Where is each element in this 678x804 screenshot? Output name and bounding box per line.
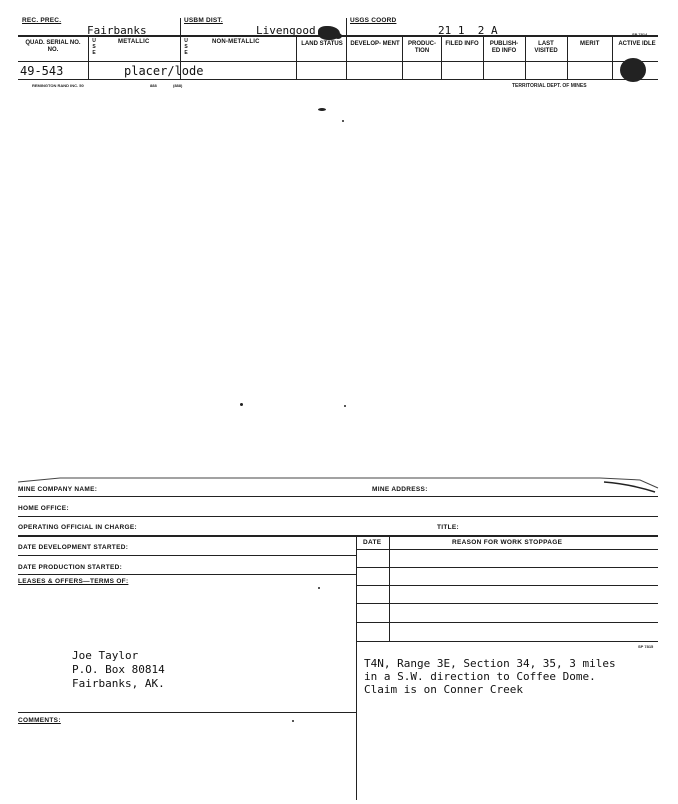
stoppage-rule <box>356 549 658 550</box>
col-quad-serial: QUAD. SERIAL NO. NO. <box>25 40 81 53</box>
header-rule-bottom <box>18 79 658 80</box>
metallic-value: placer/lode <box>124 64 204 78</box>
form-rule <box>18 712 356 713</box>
mine-address-label: MINE ADDRESS: <box>372 486 428 493</box>
operating-official-label: OPERATING OFFICIAL IN CHARGE: <box>18 524 137 531</box>
printer-imprint: REMINGTON RAND INC. 50 <box>32 83 84 88</box>
col-divider <box>483 36 484 79</box>
col-divider <box>612 36 613 79</box>
speck <box>240 403 243 406</box>
col-divider <box>402 36 403 79</box>
date-header: DATE <box>363 539 382 546</box>
col-non-metallic: NON-METALLIC <box>212 39 260 45</box>
home-office-label: HOME OFFICE: <box>18 505 69 512</box>
stoppage-rule <box>356 603 658 604</box>
form-rule <box>18 496 658 497</box>
contact-name: Joe Taylor <box>72 649 139 662</box>
rec-prec-value: Fairbanks <box>87 24 147 37</box>
col-active-idle: ACTIVE IDLE <box>618 41 656 47</box>
usgs-coord-label: USGS COORD <box>350 17 397 24</box>
comments-label: COMMENTS: <box>18 717 61 724</box>
col-divider <box>346 36 347 79</box>
date-development-label: DATE DEVELOPMENT STARTED: <box>18 544 129 551</box>
stoppage-rule <box>356 585 658 586</box>
col-last-visited: LAST VISITED <box>534 41 558 54</box>
col-development: DEVELOP- MENT <box>350 41 400 47</box>
col-merit: MERIT <box>580 41 600 47</box>
form-rule <box>18 555 356 556</box>
form-rule <box>18 574 356 575</box>
leases-label: LEASES & OFFERS—TERMS OF: <box>18 578 129 585</box>
header-rule-mid <box>18 61 658 62</box>
contact-city: Fairbanks, AK. <box>72 677 165 690</box>
usbm-dist-value: Livengood <box>256 24 316 37</box>
date-production-label: DATE PRODUCTION STARTED: <box>18 564 123 571</box>
divider <box>180 18 181 36</box>
rec-prec-label: REC. PREC. <box>22 17 62 24</box>
col-divider <box>525 36 526 79</box>
mine-company-name-label: MINE COMPANY NAME: <box>18 486 98 493</box>
col-divider <box>441 36 442 79</box>
printer-code-2: (888) <box>173 83 183 88</box>
divider <box>346 18 347 36</box>
reason-header: REASON FOR WORK STOPPAGE <box>452 539 563 546</box>
col-published-info: PUBLISH- ED INFO <box>489 41 519 54</box>
stoppage-rule <box>356 622 658 623</box>
title-label: TITLE: <box>437 524 460 531</box>
speck <box>292 720 294 722</box>
col-divider <box>88 36 89 79</box>
contact-address: P.O. Box 80814 <box>72 663 165 676</box>
printer-code-1: 888 <box>150 83 157 88</box>
form-rule <box>18 535 658 537</box>
speck <box>342 120 344 122</box>
form-rule <box>18 516 658 517</box>
stoppage-rule <box>356 641 658 642</box>
speck <box>318 108 326 111</box>
department-imprint: TERRITORIAL DEPT. OF MINES <box>512 83 587 89</box>
col-use-2: U S E <box>184 38 188 56</box>
col-production: PRODUC- TION <box>408 41 436 54</box>
quad-serial-value: 49-543 <box>20 64 64 78</box>
col-filed-info: FILED INFO <box>445 41 479 47</box>
col-use: U S E <box>92 38 96 56</box>
col-divider <box>567 36 568 79</box>
record-form <box>0 470 678 804</box>
col-divider <box>296 36 297 79</box>
stoppage-rule <box>356 567 658 568</box>
back-form-number: SP 7815 <box>638 644 654 649</box>
form-number: SP 7814 <box>632 32 648 37</box>
location-line-2: in a S.W. direction to Coffee Dome. <box>364 670 596 683</box>
col-land-status: LAND STATUS <box>301 41 343 47</box>
speck <box>318 587 320 589</box>
speck <box>344 405 346 407</box>
header-rule-top <box>18 35 658 37</box>
usgs-coord-value: 21 1 2 A <box>438 24 498 37</box>
stoppage-col-divider <box>389 535 390 641</box>
location-line-3: Claim is on Conner Creek <box>364 683 523 696</box>
form-center-divider <box>356 535 357 800</box>
col-metallic: METALLIC <box>118 39 150 45</box>
active-marker-dot <box>620 58 646 82</box>
location-line-1: T4N, Range 3E, Section 34, 35, 3 miles <box>364 657 616 670</box>
index-card-header <box>0 0 678 96</box>
usbm-dist-label: USBM DIST. <box>184 17 223 24</box>
